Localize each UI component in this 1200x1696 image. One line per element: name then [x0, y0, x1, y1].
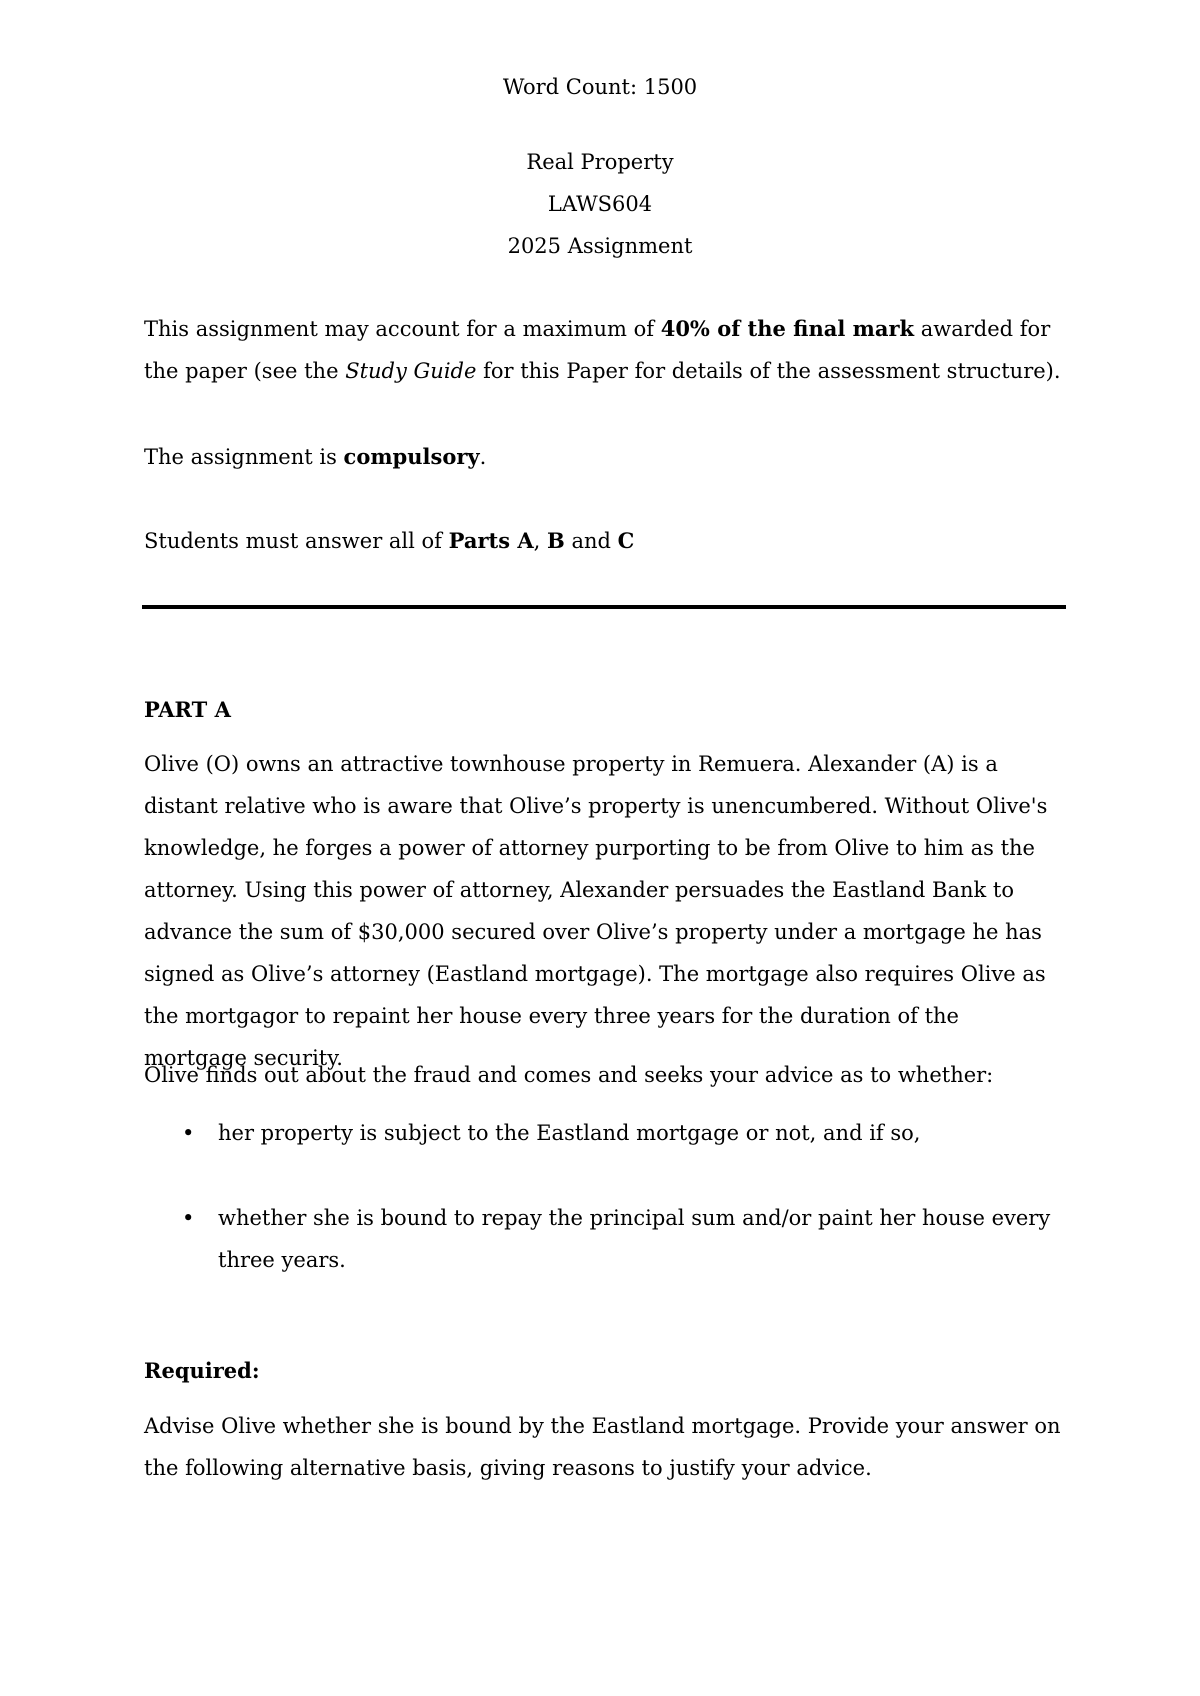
assignment-title: 2025 Assignment: [507, 234, 693, 258]
compulsory-text-1: The assignment is: [144, 445, 344, 469]
part-a-facts-paragraph: Olive (O) owns an attractive townhouse property in Remuera. Alexander (A) is a distant relative who is aware that Olive’s property is unencumbered. Without Olive's knowledge, he forges a power of attorney purporting to be from Olive to him as the attorney. Using this power of attorney, Alexander persuades the Eastland Bank to advance the sum of $30,000 secured over Olive’s property under a mortgage he has signed as Olive’s attorney (Eastland mortgage). The mortgage also requires Olive as the mortgagor to repaint her house every three years for the duration of the mortgage security.: [144, 752, 1048, 1070]
list-item: [144, 1197, 1064, 1281]
parts-bold-c: C: [617, 528, 635, 553]
study-guide-title: Study Guide: [345, 359, 477, 383]
list-item-text: whether she is bound to repay the principal sum and/or paint her house every three years.: [218, 1206, 1051, 1272]
parts-text-1: Students must answer all of: [144, 529, 449, 553]
required-paragraph: Advise Olive whether she is bound by the Eastland mortgage. Provide your answer on the following alternative basis, giving reasons to justify your advice.: [144, 1414, 1061, 1480]
compulsory-bold: compulsory: [343, 444, 480, 469]
part-a-heading: PART A: [144, 697, 231, 722]
parts-text-2: ,: [533, 529, 548, 553]
compulsory-paragraph: [144, 436, 1064, 478]
list-item: [144, 1112, 1064, 1154]
list-item-text: her property is subject to the Eastland mortgage or not, and if so,: [218, 1121, 921, 1145]
intro-weighting-text-1: This assignment may account for a maximum of: [144, 317, 661, 341]
course-name: Real Property: [526, 150, 674, 174]
parts-paragraph: [144, 520, 1064, 562]
parts-bold-a: Parts A: [448, 528, 534, 553]
parts-text-3: and: [564, 529, 618, 553]
compulsory-text-2: .: [479, 445, 487, 469]
bullet-icon: •: [182, 1206, 195, 1230]
course-code: LAWS604: [547, 192, 653, 216]
parts-bold-b: B: [547, 528, 565, 553]
advice-intro-paragraph: Olive finds out about the fraud and comes and seeks your advice as to whether:: [144, 1063, 994, 1087]
word-count: Word Count: 1500: [502, 75, 698, 99]
intro-weighting-text-3: for this Paper for details of the assessment structure).: [476, 359, 1061, 383]
section-divider: [142, 605, 1066, 609]
intro-weighting-bold: 40% of the final mark: [660, 316, 915, 341]
intro-weighting-text-2: awarded for the paper (see the: [144, 317, 1051, 383]
bullet-icon: •: [182, 1121, 195, 1145]
required-heading: Required:: [144, 1358, 260, 1383]
intro-weighting-paragraph: [144, 308, 1064, 392]
